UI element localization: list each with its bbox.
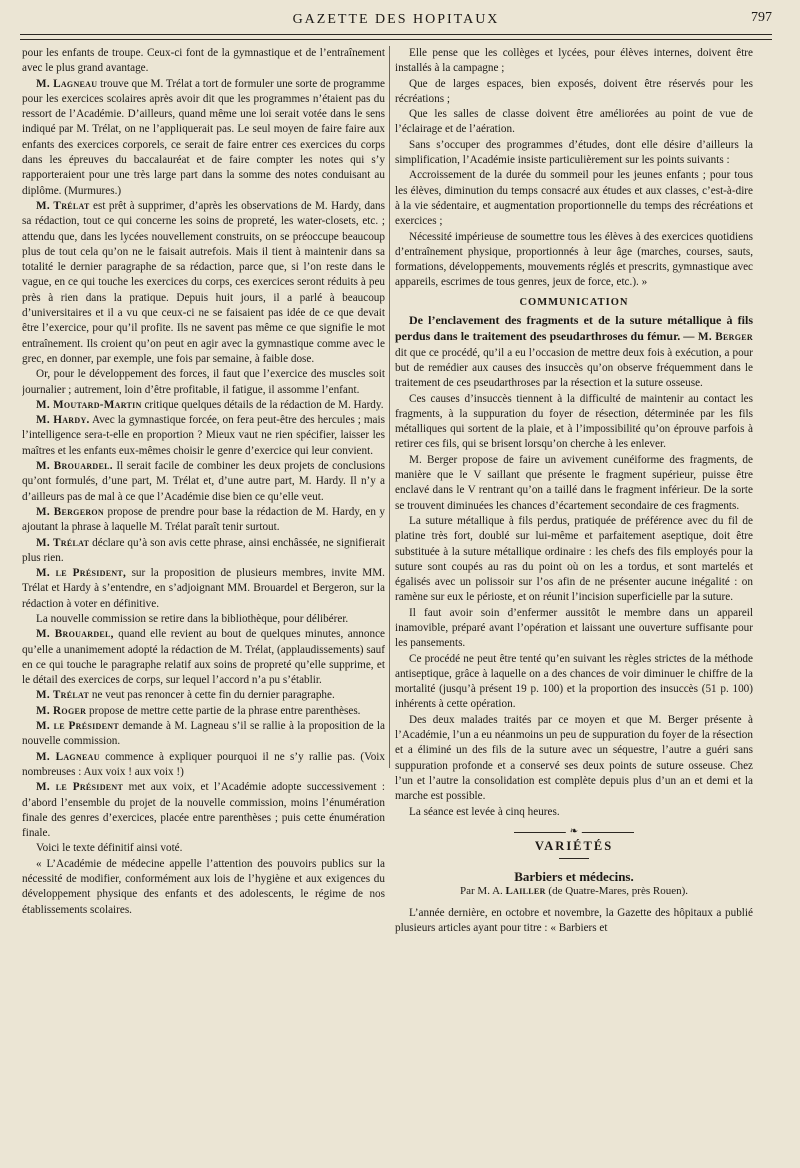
speech-text: ne veut pas renoncer à cette fin du dernier paragraphe. xyxy=(91,689,335,702)
paragraph xyxy=(22,536,385,567)
paragraph: Or, pour le développement des forces, il faut que l’exercice des muscles soit journalier ; autrement, loin d’être profitable, il fatigue, il assomme l’enfant. xyxy=(22,368,385,396)
journal-title: GAZETTE DES HOPITAUX xyxy=(292,12,500,27)
speaker-name: M. Lagneau xyxy=(36,750,100,763)
speaker-name: M. Trélat xyxy=(36,536,90,549)
paragraph xyxy=(22,704,385,719)
speaker-name: M. Hardy. xyxy=(36,414,90,427)
paragraph: Ces causes d’insuccès tiennent à la difficulté de maintenir au contact les fragments, à la suppuration du foyer de résection, déterminée par les fils métalliques qui sortent de la plaie, et à l’impossibilité qu’on éprouve parfois à retirer ces fils, qui se brisent lorsqu’on cherche à les enlever. xyxy=(395,392,753,451)
paragraph: Voici le texte définitif ainsi voté. xyxy=(36,842,183,855)
speaker-name: M. Roger xyxy=(36,704,87,717)
paragraph xyxy=(395,313,753,391)
section-heading-varietes: VARIÉTÉS xyxy=(534,838,614,853)
speech-text: critique quelques détails de la rédaction de M. Hardy. xyxy=(144,398,384,411)
speaker-name: — M. Berger xyxy=(683,331,753,344)
paragraph: « L’Académie de médecine appelle l’attention des pouvoirs publics sur la nécessité de modifier, conformément aux lois de l’hygiène et aux exigences du développement physique des enfants et des adolescents, le régime de nos établissements scolaires. xyxy=(22,857,385,916)
byline-prefix: Par M. A. xyxy=(460,885,503,898)
speech-text: propose de prendre pour base la rédaction de M. Hardy, en y ajoutant la phrase à laquelle M. Trélat paraît tenir surtout. xyxy=(22,505,385,534)
paragraph xyxy=(22,627,385,688)
paragraph xyxy=(22,780,385,841)
paragraph: Ce procédé ne peut être tenté qu’en suivant les règles strictes de la méthode antiseptique, grâce à laquelle on a des chances de voir diminuer le chiffre de la mortalité (jusqu’à présent 19 p. 100) et la proportion des insuccès (51 p. 100) inhérents à cette opération. xyxy=(395,652,753,711)
page-header xyxy=(20,4,772,35)
speech-text: sur la proposition de plusieurs membres, invite MM. Trélat et Hardy à s’entendre, en s’adjoignant MM. Brouardel et Bergeron, sur la rédaction à voter en définitive. xyxy=(22,567,385,610)
paragraph: Accroissement de la durée du sommeil pour les jeunes enfants ; pour tous les élèves, diminution du temps consacré aux études et aux classes, c’est-à-dire à la vie sédentaire, et augmentation proportionnelle du temps des récréations et exercices ; xyxy=(395,169,753,228)
speaker-name: M. le Président xyxy=(36,781,124,794)
speaker-name: M. Moutard-Martin xyxy=(36,398,142,411)
page-number: 797 xyxy=(751,10,772,25)
paragraph: Sans s’occuper des programmes d’études, dont elle désire d’ailleurs la simplification, l’Académie insiste particulièrement sur les points suivants : xyxy=(395,138,753,167)
paragraph xyxy=(22,77,385,199)
right-column xyxy=(395,46,753,1160)
paragraph: Il faut avoir soin d’enfermer aussitôt le membre dans un appareil inamovible, préparé avant l’opération et laissant une ouverture suffisante pour les pansements. xyxy=(395,606,753,650)
paragraph: pour les enfants de troupe. Ceux-ci font de la gymnastique et de l’entraînement avec le plus grand avantage. xyxy=(22,47,385,75)
paragraph: La séance est levée à cinq heures. xyxy=(409,805,560,818)
ornament-divider xyxy=(514,832,634,833)
header-rule xyxy=(20,39,772,40)
paragraph xyxy=(22,459,385,505)
paragraph: La suture métallique à fils perdus, pratiquée de préférence avec du fil de platine très fort, doublé sur lui-même et parfaitement aseptique, doit être substituée à la suture métallique ordinaire : les chefs des fils employés pour la suture sont coupés au ras du point où on les a tordus, et sont martelés et égalisés avec un polissoir sur l’os afin de ne présenter aucune inégalité : on ramène sur eux le périoste, et on réunit l’incision superficielle par la suture. xyxy=(395,514,753,604)
speech-text: Il serait facile de combiner les deux projets de conclusions qu’ont formulés, d’une part, M. Trélat et, d’une autre part, M. Hardy. Il n’y a d’ailleurs pas de mal à ce que l’Académie dise bien ce qu’elle veut. xyxy=(22,460,385,503)
speaker-name: M. Bergeron xyxy=(36,505,105,518)
paragraph xyxy=(22,719,385,750)
speech-text: demande à M. Lagneau s’il se rallie à la proposition de la nouvelle commission. xyxy=(22,720,385,748)
paragraph xyxy=(22,199,385,367)
left-column xyxy=(22,46,385,1160)
paragraph: M. Berger propose de faire un avivement cunéiforme des fragments, de manière que le V saillant que présente le fragment supérieur, puisse être enclavé dans le V rentrant qu’on a taillé dans le fragment inférieur. De la sorte se trouvent diminuées les chances d’écartement secondaire de ces fragments. xyxy=(395,453,753,512)
speech-text: dit que ce procédé, qu’il a eu l’occasion de mettre deux fois à exécution, a pour but de remédier aux causes des insuccès qu’on observe fréquemment dans le traitement de ces pseudarthroses par la résection et la suture osseuse. xyxy=(395,346,753,390)
speech-text: est prêt à supprimer, d’après les observations de M. Hardy, dans sa rédaction, tout ce qui concerne les soins de propreté, les water-closets, etc. ; attendu que, dans les lycées nouvellement construits, on se préoccupe beaucoup plus de tout cela qu’on ne le faisait autrefois. Mais il tient à maintenir dans sa totalité le dernier paragraphe de sa rédaction, parce que, si l’on reste dans le vague, en ce qui touche les exercices du corps, ces exercices seront réduits à peu près à rien dans la pratique. Depuis huit jours, il a parlé à beaucoup d’universitaires et il a vu que ceux-ci ne se faisaient pas idée de ce que devait être l’exercice, pour qu’il profite. Ils ne savent pas même ce que signifie le mot entraînement. Ils croient qu’on peut en agir avec la gymnastique comme avec le grec, en donner, par exemple, une fois par semaine, à faible dose. xyxy=(22,199,385,365)
speaker-name: M. Brouardel, xyxy=(36,628,114,641)
paragraph: Des deux malades traités par ce moyen et que M. Berger présente à l’Académie, l’un a eu néanmoins un peu de suppuration du foyer de la résection et a éliminé un des fils de la suture avec un séquestre, l’autre a guéri sans suppuration profonde et a conservé ses deux points de suture osseuse. Chez l’un et l’autre la consolidation est complète depuis plus d’un an et demi et la marche est possible. xyxy=(395,713,753,803)
communication-title: De l’enclavement des fragments et de la suture métallique à fils perdus dans le traitement des pseudarthroses du fémur. xyxy=(395,313,753,344)
speech-text: propose de mettre cette partie de la phrase entre parenthèses. xyxy=(89,704,361,717)
paragraph: Que de larges espaces, bien exposés, doivent être réservés pour les récréations ; xyxy=(395,77,753,105)
speaker-name: M. Brouardel. xyxy=(36,460,113,473)
short-rule xyxy=(559,858,589,859)
byline-suffix: (de Quatre-Mares, près Rouen). xyxy=(548,885,688,898)
speech-text: quand elle revient au bout de quelques minutes, annonce qu’elle a unanimement adopté la rédaction de M. Trélat, (applaudissements) sauf en ce qui touche le paragraphe relatif aux soins de propreté qu’elle supprime, et le détail des exercices de corps, sur lequel l’accord n’a pu s’établir. xyxy=(22,628,385,687)
paragraph xyxy=(22,398,385,413)
paragraph: Elle pense que les collèges et lycées, pour élèves internes, doivent être installés à la campagne ; xyxy=(395,47,753,75)
paragraph: L’année dernière, en octobre et novembre, la Gazette des hôpitaux a publié plusieurs articles ayant pour titre : « Barbiers et xyxy=(395,906,753,935)
speech-text: met aux voix, et l’Académie adopte successivement : d’abord l’ensemble du projet de la nouvelle commission, moins l’énumération finale des genres d’exercices, placée entre parenthèses ; puis cette énumération finale. xyxy=(22,781,385,840)
speech-text: déclare qu’à son avis cette phrase, ainsi enchâssée, ne signifierait plus rien. xyxy=(22,536,385,564)
paragraph xyxy=(22,413,385,459)
column-divider xyxy=(389,46,390,768)
paragraph xyxy=(22,566,385,612)
speaker-name: M. Lagneau xyxy=(36,77,98,90)
speech-text: trouve que M. Trélat a tort de formuler une sorte de programme pour les exercices scolaires après avoir dit que les programmes n’étaient pas du ressort de l’Académie. D’ailleurs, quand même une loi serait votée dans le sens indiqué par M. Trélat, on ne l’appliquerait pas. Le seul moyen de faire faire aux enfants des exercices corporels, ce serait de faire entrer ces exercices du corps dans les épreuves du baccalauréat et de faire compter les notes qui s’y rapporteraient pour une très large part dans la somme des notes conduisant au diplôme. (Murmures.) xyxy=(22,77,385,197)
speaker-name: M. Trélat xyxy=(36,199,90,212)
paragraph: La nouvelle commission se retire dans la bibliothèque, pour délibérer. xyxy=(36,612,349,625)
byline-author: Lailler xyxy=(505,885,546,898)
speaker-name: M. le Président xyxy=(36,720,119,733)
paragraph: Nécessité impérieuse de soumettre tous les élèves à des exercices quotidiens d’entraînement physique, proportionnés à leur âge (marches, courses, sauts, formations, développements, mouvements réglés et prescrits, gymnastique avec appareils, escrimes de tous genres, jeux de force, etc.). » xyxy=(395,230,753,289)
speaker-name: M. Trélat xyxy=(36,689,90,702)
paragraph xyxy=(22,688,385,703)
speech-text: Avec la gymnastique forcée, on fera peut-être des hercules ; mais l’intelligence sera-t-elle en proportion ? Mieux vaut ne rien spécifier, laisser les maîtres et les enfants eux-mêmes choisir le genre d’exercice qui leur convient. xyxy=(22,414,385,457)
paragraph xyxy=(22,750,385,781)
paragraph xyxy=(22,505,385,536)
article-title: Barbiers et médecins. xyxy=(514,869,634,885)
section-heading-communication: COMMUNICATION xyxy=(519,296,629,308)
paragraph: Que les salles de classe doivent être améliorées au point de vue de l’éclairage et de l’aération. xyxy=(395,108,753,136)
speaker-name: M. le Président, xyxy=(36,567,127,580)
article-byline xyxy=(395,884,753,899)
speech-text: commence à expliquer pourquoi il ne s’y rallie pas. (Voix nombreuses : Aux voix ! aux voix !) xyxy=(22,750,385,778)
